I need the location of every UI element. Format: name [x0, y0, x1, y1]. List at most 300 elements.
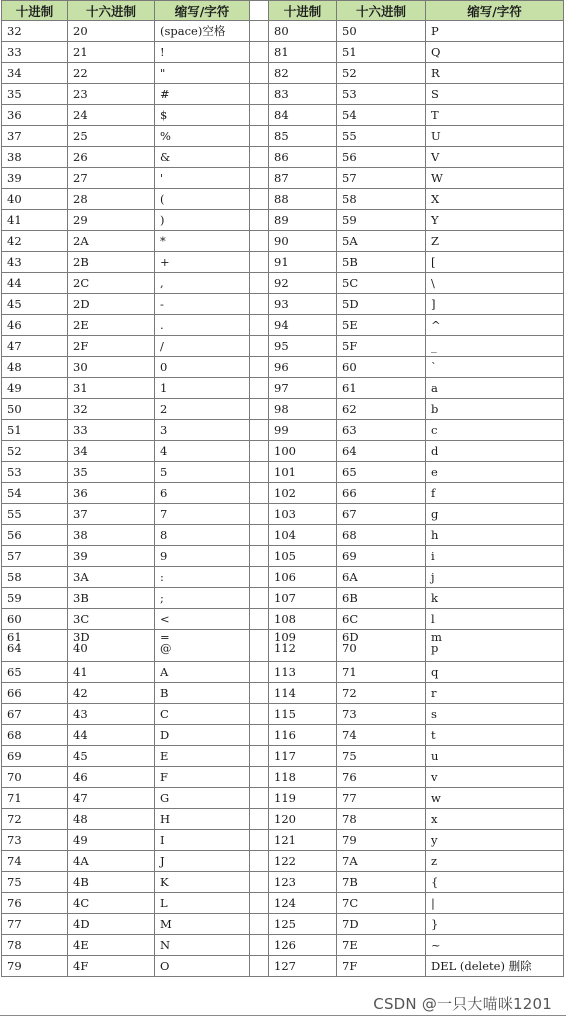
decimal-cell: 92 [269, 273, 337, 294]
hex-cell: 71 [337, 662, 426, 683]
column-gap [250, 809, 269, 830]
column-gap [250, 893, 269, 914]
decimal-cell: 60 [2, 609, 68, 630]
char-cell: X [426, 189, 564, 210]
char-cell: - [155, 294, 250, 315]
char-cell: ' [155, 168, 250, 189]
hex-cell: 5F [337, 336, 426, 357]
table-row [2, 504, 564, 525]
header-char-left: 缩写/字符 [155, 1, 250, 21]
decimal-cell: 108 [269, 609, 337, 630]
hex-cell: 2B [68, 252, 155, 273]
column-gap [250, 63, 269, 84]
column-gap [250, 504, 269, 525]
char-cell: Y [426, 210, 564, 231]
hex-cell: 7F [337, 956, 426, 977]
char-cell: : [155, 567, 250, 588]
decimal-cell: 105 [269, 546, 337, 567]
char-cell: ) [155, 210, 250, 231]
char-cell: T [426, 105, 564, 126]
hex-cell: 3D 40 [68, 630, 155, 662]
hex-cell: 43 [68, 704, 155, 725]
char-cell: V [426, 147, 564, 168]
table-row [2, 956, 564, 977]
hex-cell: 2C [68, 273, 155, 294]
char-cell: ~ [426, 935, 564, 956]
column-gap [250, 609, 269, 630]
decimal-cell: 103 [269, 504, 337, 525]
hex-cell: 33 [68, 420, 155, 441]
column-gap [250, 1, 269, 21]
table-row [2, 168, 564, 189]
decimal-cell: 33 [2, 42, 68, 63]
hex-cell: 39 [68, 546, 155, 567]
decimal-cell: 115 [269, 704, 337, 725]
decimal-cell: 126 [269, 935, 337, 956]
decimal-cell: 55 [2, 504, 68, 525]
char-cell: l [426, 609, 564, 630]
hex-cell: 7D [337, 914, 426, 935]
decimal-cell: 89 [269, 210, 337, 231]
hex-cell: 78 [337, 809, 426, 830]
decimal-cell: 47 [2, 336, 68, 357]
hex-cell: 54 [337, 105, 426, 126]
char-cell: d [426, 441, 564, 462]
char-cell: v [426, 767, 564, 788]
decimal-cell: 38 [2, 147, 68, 168]
char-cell: e [426, 462, 564, 483]
table-row [2, 315, 564, 336]
header-decimal-right: 十进制 [269, 1, 337, 21]
hex-cell: 56 [337, 147, 426, 168]
decimal-cell: 104 [269, 525, 337, 546]
column-gap [250, 357, 269, 378]
hex-cell: 46 [68, 767, 155, 788]
char-cell: y [426, 830, 564, 851]
column-gap [250, 704, 269, 725]
char-cell: 3 [155, 420, 250, 441]
column-gap [250, 189, 269, 210]
decimal-cell: 36 [2, 105, 68, 126]
char-cell: { [426, 872, 564, 893]
column-gap [250, 767, 269, 788]
column-gap [250, 567, 269, 588]
decimal-cell: 91 [269, 252, 337, 273]
hex-cell: 30 [68, 357, 155, 378]
table-row [2, 420, 564, 441]
char-cell: K [155, 872, 250, 893]
hex-cell: 66 [337, 483, 426, 504]
char-cell: ` [426, 357, 564, 378]
hex-cell: 36 [68, 483, 155, 504]
char-cell: ] [426, 294, 564, 315]
char-cell: L [155, 893, 250, 914]
decimal-cell: 95 [269, 336, 337, 357]
decimal-cell: 57 [2, 546, 68, 567]
char-cell: # [155, 84, 250, 105]
table-row [2, 588, 564, 609]
column-gap [250, 588, 269, 609]
decimal-cell: 74 [2, 851, 68, 872]
hex-cell: 76 [337, 767, 426, 788]
char-cell: R [426, 63, 564, 84]
hex-cell: 6A [337, 567, 426, 588]
char-cell: g [426, 504, 564, 525]
table-row [2, 830, 564, 851]
decimal-cell: 71 [2, 788, 68, 809]
hex-cell: 6D 70 [337, 630, 426, 662]
column-gap [250, 336, 269, 357]
decimal-cell: 46 [2, 315, 68, 336]
decimal-cell: 90 [269, 231, 337, 252]
watermark: CSDN @一只大喵咪1201 [373, 995, 552, 1013]
char-cell: _ [426, 336, 564, 357]
char-cell: a [426, 378, 564, 399]
hex-cell: 29 [68, 210, 155, 231]
table-row [2, 609, 564, 630]
hex-cell: 31 [68, 378, 155, 399]
hex-cell: 6C [337, 609, 426, 630]
char-cell: 4 [155, 441, 250, 462]
char-cell: 7 [155, 504, 250, 525]
hex-cell: 6B [337, 588, 426, 609]
char-cell: C [155, 704, 250, 725]
char-cell: " [155, 63, 250, 84]
table-row [2, 441, 564, 462]
hex-cell: 4A [68, 851, 155, 872]
hex-cell: 25 [68, 126, 155, 147]
column-gap [250, 462, 269, 483]
char-cell: H [155, 809, 250, 830]
hex-cell: 5A [337, 231, 426, 252]
char-cell: 2 [155, 399, 250, 420]
decimal-cell: 35 [2, 84, 68, 105]
char-cell: [ [426, 252, 564, 273]
hex-cell: 34 [68, 441, 155, 462]
decimal-cell: 79 [2, 956, 68, 977]
table-row [2, 42, 564, 63]
char-cell: $ [155, 105, 250, 126]
column-gap [250, 956, 269, 977]
decimal-cell: 51 [2, 420, 68, 441]
hex-cell: 42 [68, 683, 155, 704]
table-row [2, 872, 564, 893]
hex-cell: 68 [337, 525, 426, 546]
decimal-cell: 101 [269, 462, 337, 483]
table-row [2, 189, 564, 210]
char-cell: U [426, 126, 564, 147]
hex-cell: 4D [68, 914, 155, 935]
table-row [2, 273, 564, 294]
header-hex-right: 十六进制 [337, 1, 426, 21]
decimal-cell: 120 [269, 809, 337, 830]
decimal-cell: 56 [2, 525, 68, 546]
decimal-cell: 125 [269, 914, 337, 935]
hex-cell: 38 [68, 525, 155, 546]
hex-cell: 4F [68, 956, 155, 977]
decimal-cell: 113 [269, 662, 337, 683]
char-cell: (space)空格 [155, 21, 250, 42]
bottom-rule [0, 1015, 566, 1016]
hex-cell: 35 [68, 462, 155, 483]
char-cell: N [155, 935, 250, 956]
hex-cell: 69 [337, 546, 426, 567]
column-gap [250, 315, 269, 336]
hex-cell: 27 [68, 168, 155, 189]
char-cell: b [426, 399, 564, 420]
table-row [2, 893, 564, 914]
char-cell: 6 [155, 483, 250, 504]
hex-cell: 4C [68, 893, 155, 914]
hex-cell: 5E [337, 315, 426, 336]
decimal-cell: 119 [269, 788, 337, 809]
hex-cell: 41 [68, 662, 155, 683]
char-cell: + [155, 252, 250, 273]
decimal-cell: 44 [2, 273, 68, 294]
char-cell: m p [426, 630, 564, 662]
decimal-cell: 78 [2, 935, 68, 956]
decimal-cell: 34 [2, 63, 68, 84]
decimal-cell: 116 [269, 725, 337, 746]
column-gap [250, 830, 269, 851]
decimal-cell: 68 [2, 725, 68, 746]
header-char-right: 缩写/字符 [426, 1, 564, 21]
hex-cell: 51 [337, 42, 426, 63]
table-row [2, 252, 564, 273]
hex-cell: 26 [68, 147, 155, 168]
decimal-cell: 109 112 [269, 630, 337, 662]
hex-cell: 75 [337, 746, 426, 767]
char-cell: I [155, 830, 250, 851]
column-gap [250, 872, 269, 893]
char-cell: J [155, 851, 250, 872]
decimal-cell: 49 [2, 378, 68, 399]
decimal-cell: 73 [2, 830, 68, 851]
decimal-cell: 72 [2, 809, 68, 830]
hex-cell: 21 [68, 42, 155, 63]
column-gap [250, 168, 269, 189]
hex-cell: 3A [68, 567, 155, 588]
char-cell: ! [155, 42, 250, 63]
char-cell: k [426, 588, 564, 609]
char-cell: , [155, 273, 250, 294]
char-cell: u [426, 746, 564, 767]
decimal-cell: 88 [269, 189, 337, 210]
column-gap [250, 525, 269, 546]
table-row [2, 546, 564, 567]
char-cell: c [426, 420, 564, 441]
hex-cell: 64 [337, 441, 426, 462]
table-row [2, 704, 564, 725]
table-row [2, 21, 564, 42]
hex-cell: 7A [337, 851, 426, 872]
char-cell: S [426, 84, 564, 105]
column-gap [250, 399, 269, 420]
hex-cell: 24 [68, 105, 155, 126]
char-cell: s [426, 704, 564, 725]
char-cell: G [155, 788, 250, 809]
hex-cell: 72 [337, 683, 426, 704]
table-row [2, 662, 564, 683]
column-gap [250, 420, 269, 441]
char-cell: / [155, 336, 250, 357]
hex-cell: 2A [68, 231, 155, 252]
decimal-cell: 123 [269, 872, 337, 893]
decimal-cell: 41 [2, 210, 68, 231]
char-cell: \ [426, 273, 564, 294]
table-row [2, 767, 564, 788]
char-cell: & [155, 147, 250, 168]
decimal-cell: 76 [2, 893, 68, 914]
hex-cell: 73 [337, 704, 426, 725]
hex-cell: 58 [337, 189, 426, 210]
decimal-cell: 93 [269, 294, 337, 315]
hex-cell: 52 [337, 63, 426, 84]
hex-cell: 53 [337, 84, 426, 105]
decimal-cell: 75 [2, 872, 68, 893]
table-row [2, 851, 564, 872]
char-cell: 1 [155, 378, 250, 399]
decimal-cell: 99 [269, 420, 337, 441]
decimal-cell: 80 [269, 21, 337, 42]
hex-cell: 74 [337, 725, 426, 746]
table-row [2, 399, 564, 420]
char-cell: * [155, 231, 250, 252]
decimal-cell: 83 [269, 84, 337, 105]
column-gap [250, 84, 269, 105]
decimal-cell: 85 [269, 126, 337, 147]
hex-cell: 3B [68, 588, 155, 609]
char-cell: < [155, 609, 250, 630]
table-row [2, 630, 564, 662]
column-gap [250, 935, 269, 956]
decimal-cell: 106 [269, 567, 337, 588]
char-cell: ^ [426, 315, 564, 336]
hex-cell: 7B [337, 872, 426, 893]
table-row [2, 294, 564, 315]
char-cell: W [426, 168, 564, 189]
table-row [2, 746, 564, 767]
char-cell: } [426, 914, 564, 935]
hex-cell: 20 [68, 21, 155, 42]
hex-cell: 45 [68, 746, 155, 767]
hex-cell: 4B [68, 872, 155, 893]
char-cell: x [426, 809, 564, 830]
header-row [2, 1, 564, 21]
decimal-cell: 122 [269, 851, 337, 872]
decimal-cell: 82 [269, 63, 337, 84]
decimal-cell: 118 [269, 767, 337, 788]
column-gap [250, 21, 269, 42]
char-cell: i [426, 546, 564, 567]
column-gap [250, 105, 269, 126]
table-row [2, 525, 564, 546]
decimal-cell: 66 [2, 683, 68, 704]
char-cell: A [155, 662, 250, 683]
table-row [2, 231, 564, 252]
column-gap [250, 914, 269, 935]
char-cell: z [426, 851, 564, 872]
table-row [2, 567, 564, 588]
hex-cell: 59 [337, 210, 426, 231]
hex-cell: 22 [68, 63, 155, 84]
decimal-cell: 97 [269, 378, 337, 399]
hex-cell: 5C [337, 273, 426, 294]
column-gap [250, 662, 269, 683]
char-cell: Z [426, 231, 564, 252]
decimal-cell: 32 [2, 21, 68, 42]
char-cell: E [155, 746, 250, 767]
char-cell: 9 [155, 546, 250, 567]
table-row [2, 84, 564, 105]
hex-cell: 2E [68, 315, 155, 336]
char-cell: % [155, 126, 250, 147]
column-gap [250, 42, 269, 63]
table-row [2, 809, 564, 830]
hex-cell: 57 [337, 168, 426, 189]
char-cell: P [426, 21, 564, 42]
char-cell: = @ [155, 630, 250, 662]
column-gap [250, 746, 269, 767]
char-cell: 8 [155, 525, 250, 546]
hex-cell: 32 [68, 399, 155, 420]
table-row [2, 63, 564, 84]
char-cell: w [426, 788, 564, 809]
decimal-cell: 102 [269, 483, 337, 504]
decimal-cell: 53 [2, 462, 68, 483]
hex-cell: 49 [68, 830, 155, 851]
table-row [2, 336, 564, 357]
decimal-cell: 43 [2, 252, 68, 273]
char-cell: q [426, 662, 564, 683]
char-cell: 0 [155, 357, 250, 378]
decimal-cell: 117 [269, 746, 337, 767]
char-cell: h [426, 525, 564, 546]
decimal-cell: 52 [2, 441, 68, 462]
decimal-cell: 50 [2, 399, 68, 420]
column-gap [250, 147, 269, 168]
column-gap [250, 546, 269, 567]
column-gap [250, 378, 269, 399]
decimal-cell: 42 [2, 231, 68, 252]
char-cell: f [426, 483, 564, 504]
column-gap [250, 483, 269, 504]
hex-cell: 55 [337, 126, 426, 147]
decimal-cell: 70 [2, 767, 68, 788]
decimal-cell: 86 [269, 147, 337, 168]
hex-cell: 28 [68, 189, 155, 210]
hex-cell: 60 [337, 357, 426, 378]
decimal-cell: 48 [2, 357, 68, 378]
decimal-cell: 100 [269, 441, 337, 462]
decimal-cell: 59 [2, 588, 68, 609]
char-cell: ( [155, 189, 250, 210]
table-row [2, 210, 564, 231]
decimal-cell: 77 [2, 914, 68, 935]
hex-cell: 23 [68, 84, 155, 105]
column-gap [250, 252, 269, 273]
char-cell: 5 [155, 462, 250, 483]
table-row [2, 914, 564, 935]
hex-cell: 37 [68, 504, 155, 525]
header-decimal-left: 十进制 [2, 1, 68, 21]
char-cell: B [155, 683, 250, 704]
char-cell: ; [155, 588, 250, 609]
column-gap [250, 441, 269, 462]
column-gap [250, 725, 269, 746]
decimal-cell: 37 [2, 126, 68, 147]
char-cell: . [155, 315, 250, 336]
